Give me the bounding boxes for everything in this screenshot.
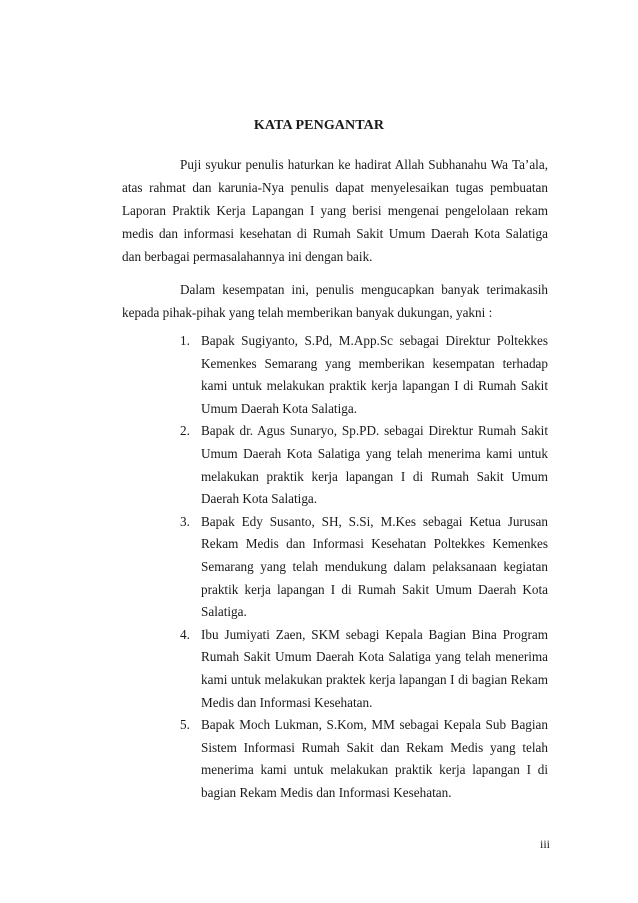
thanks-intro-paragraph: Dalam kesempatan ini, penulis mengucapkan banyak terimakasih kepada pihak-pihak yang telah memberikan banyak dukungan, yakni : xyxy=(122,282,548,320)
list-item-number: 3. xyxy=(180,513,190,529)
list-item-text: Bapak dr. Agus Sunaryo, Sp.PD. sebagai Direktur Rumah Sakit Umum Daerah Kota Salatiga yang telah menerima kami untuk melakukan praktik kerja lapangan I di Rumah Sakit Umum Daerah Kota Salatiga. xyxy=(201,423,548,507)
page-number: iii xyxy=(539,837,550,851)
list-item-number: 2. xyxy=(180,423,190,439)
list-item xyxy=(180,714,548,804)
opening-paragraph: Puji syukur penulis haturkan ke hadirat Allah Subhanahu Wa Ta’ala, atas rahmat dan karunia-Nya penulis dapat menyelesaikan tugas pembuatan Laporan Praktik Kerja Lapangan I yang berisi mengenai pengelolaan rekam medis dan informasi kesehatan di Rumah Sakit Umum Daerah Kota Salatiga dan berbagai permasalahannya ini dengan baik. xyxy=(122,157,548,264)
list-item xyxy=(180,330,548,420)
list-item-number: 4. xyxy=(180,626,190,642)
list-item xyxy=(180,624,548,714)
list-item-number: 5. xyxy=(180,717,190,733)
list-item xyxy=(180,511,548,624)
list-item-text: Bapak Sugiyanto, S.Pd, M.App.Sc sebagai Direktur Poltekkes Kemenkes Semarang yang memberikan kesempatan terhadap kami untuk melakukan praktik kerja lapangan I di Rumah Sakit Umum Daerah Kota Salatiga. xyxy=(201,333,548,416)
acknowledgement-list xyxy=(180,330,548,804)
list-item-text: Bapak Edy Susanto, SH, S.Si, M.Kes sebagai Ketua Jurusan Rekam Medis dan Informasi Kesehatan Poltekkes Kemenkes Semarang yang telah mendukung dalam pelaksanaan kegiatan praktik kerja lapangan I di Rumah Sakit Umum Daerah Kota Salatiga. xyxy=(201,513,548,620)
list-item-text: Ibu Jumiyati Zaen, SKM sebagi Kepala Bagian Bina Program Rumah Sakit Umum Daerah Kota Salatiga yang telah menerima kami untuk melakukan praktek kerja lapangan I di bagian Rekam Medis dan Informasi Kesehatan. xyxy=(201,626,548,710)
page-title: KATA PENGANTAR xyxy=(253,118,385,133)
list-item-number: 1. xyxy=(180,333,190,348)
list-item xyxy=(180,420,548,510)
list-item-text: Bapak Moch Lukman, S.Kom, MM sebagai Kepala Sub Bagian Sistem Informasi Rumah Sakit dan Rekam Medis yang telah menerima kami untuk melakukan praktik kerja lapangan I di bagian Rekam Medis dan Informasi Kesehatan. xyxy=(201,717,548,800)
